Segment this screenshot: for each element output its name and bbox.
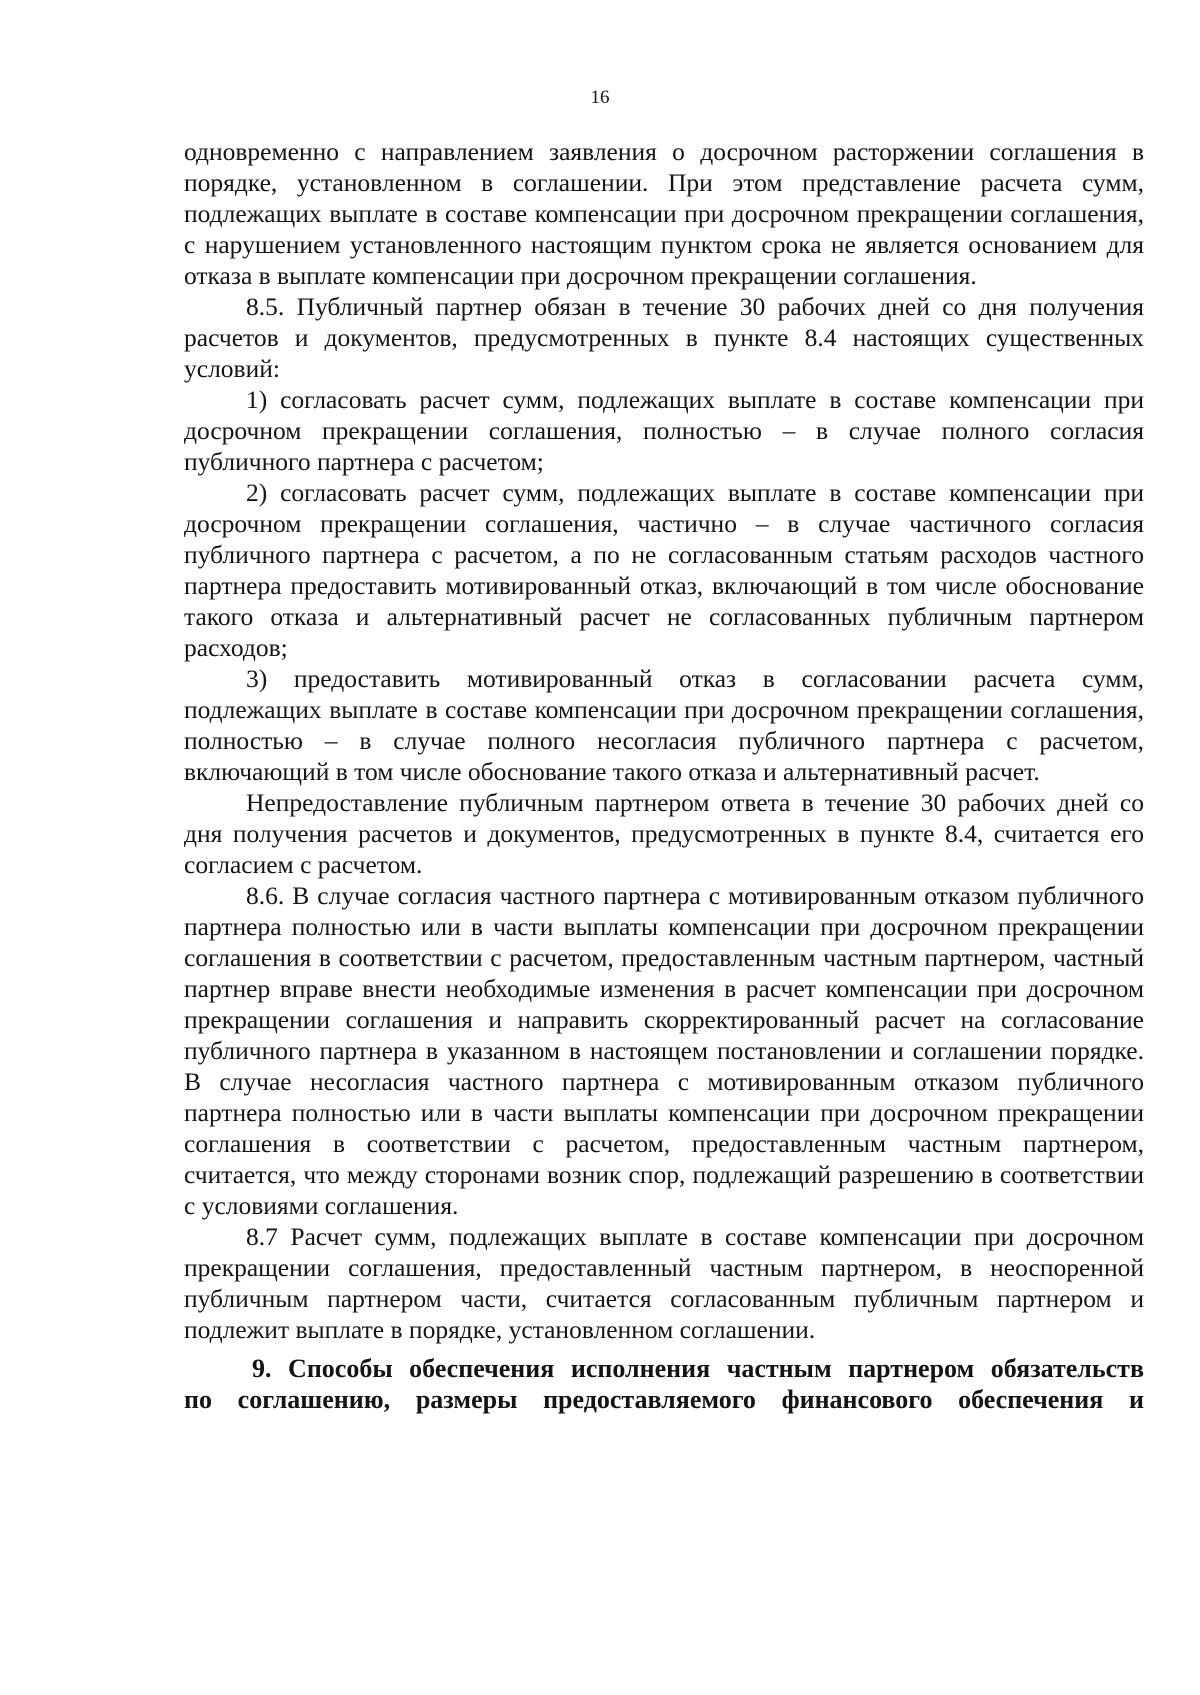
section-9-heading-line-1: 9. Способы обеспечения исполнения частным партнером обязательств	[252, 1354, 1144, 1383]
body-text	[184, 136, 1144, 1415]
section-9-heading-line-2: по соглашению, размеры предоставляемого финансового обеспечения и	[184, 1385, 1144, 1414]
list-item-2: 2) согласовать расчет сумм, подлежащих выплате в составе компенсации при досрочном прекращении соглашения, частично – в случае частичного согласия публичного партнера с расчетом, а по не согласованным статьям расходов частного партнера предоставить мотивированный отказ, включающий в том числе обоснование такого отказа и альтернативный расчет не согласованных публичным партнером расходов;	[184, 478, 1144, 662]
paragraph-8-6: 8.6. В случае согласия частного партнера с мотивированным отказом публичного партнера полностью или в части выплаты компенсации при досрочном прекращении соглашения в соответствии с расчетом, предоставленным частным партнером, частный партнер вправе внести необходимые изменения в расчет компенсации при досрочном прекращении соглашения и направить скорректированный расчет на согласование публичного партнера в указанном в настоящем постановлении и соглашении порядке. В случае несогласия частного партнера с мотивированным отказом публичного партнера полностью или в части выплаты компенсации при досрочном прекращении соглашения в соответствии с расчетом, предоставленным частным партнером, считается, что между сторонами возник спор, подлежащий разрешению в соответствии с условиями соглашения.	[184, 881, 1144, 1220]
list-item-3: 3) предоставить мотивированный отказ в согласовании расчета сумм, подлежащих выплате в составе компенсации при досрочном прекращении соглашения, полностью – в случае полного несогласия публичного партнера с расчетом, включающий в том числе обоснование такого отказа и альтернативный расчет.	[184, 664, 1144, 786]
section-9-heading	[184, 1353, 1144, 1415]
paragraph-continuation: одновременно с направлением заявления о досрочном расторжении соглашения в порядке, установленном в соглашении. При этом представление расчета сумм, подлежащих выплате в составе компенсации при досрочном прекращении соглашения, с нарушением установленного настоящим пунктом срока не является основанием для отказа в выплате компенсации при досрочном прекращении соглашения.	[184, 137, 1144, 290]
page-number: 16	[590, 87, 610, 108]
list-item-1: 1) согласовать расчет сумм, подлежащих выплате в составе компенсации при досрочном прекращении соглашения, полностью – в случае полного согласия публичного партнера с расчетом;	[184, 385, 1144, 476]
paragraph-non-response: Непредоставление публичным партнером ответа в течение 30 рабочих дней со дня получения расчетов и документов, предусмотренных в пункте 8.4, считается его согласием с расчетом.	[184, 788, 1144, 879]
paragraph-8-5: 8.5. Публичный партнер обязан в течение 30 рабочих дней со дня получения расчетов и документов, предусмотренных в пункте 8.4 настоящих существенных условий:	[184, 292, 1144, 383]
paragraph-8-7: 8.7 Расчет сумм, подлежащих выплате в составе компенсации при досрочном прекращении соглашения, предоставленный частным партнером, в неоспоренной публичным партнером части, считается согласованным публичным партнером и подлежит выплате в порядке, установленном соглашении.	[184, 1222, 1144, 1344]
